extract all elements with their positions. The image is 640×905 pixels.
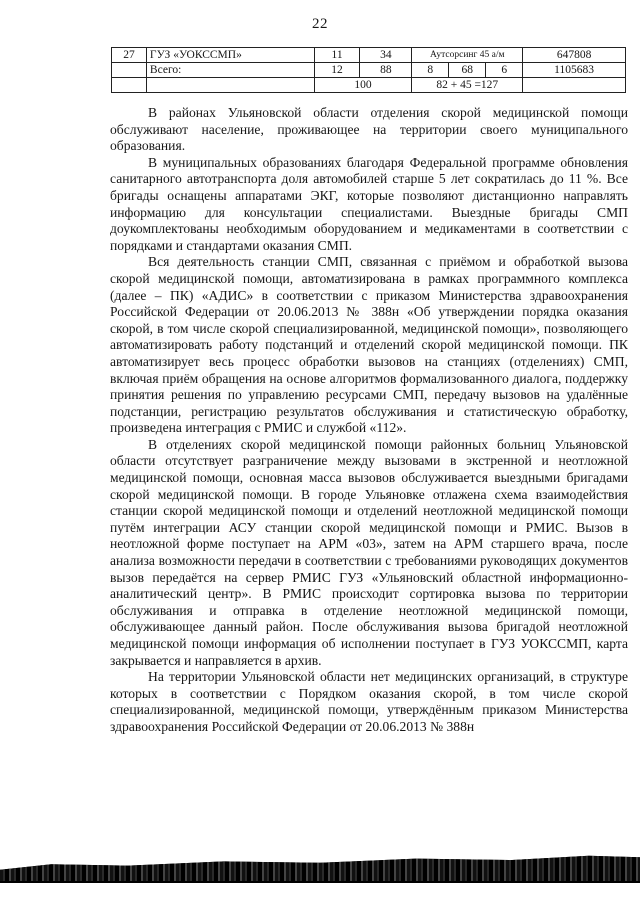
- table-cell: 34: [360, 48, 412, 63]
- table-cell: 27: [112, 48, 147, 63]
- table-row: [112, 48, 626, 63]
- table-cell: 12: [314, 63, 360, 78]
- table-row: [112, 78, 626, 93]
- paragraph: В муниципальных образованиях благодаря Федеральной программе обновления санитарного автотранспорта доля автомобилей старше 5 лет сократилась до 11 %. Все бригады оснащены аппаратами ЭКГ, которые позволяют дистанционно направлять информацию для консультации специалистами. Выездные бригады СМП доукомплектованы необходимым оборудованием и медикаментами в соответствии с порядками и стандартами оказания СМП.: [110, 154, 628, 253]
- paragraph: На территории Ульяновской области нет медицинских организаций, в структуре которых в соответствии с Порядком оказания скорой, в том числе скорой специализированной, медицинской помощи, утверждённым приказом Министерства здравоохранения Российской Федерации от 20.06.2013 № 388н: [110, 669, 628, 734]
- table-cell: [146, 78, 314, 93]
- scan-artifact-line: [0, 881, 640, 883]
- page-number: 22: [312, 16, 328, 32]
- table-cell: 11: [314, 48, 360, 63]
- body-text: [110, 105, 628, 736]
- paragraph: В отделениях скорой медицинской помощи районных больниц Ульяновской области отсутствует разграничение между вызовами в экстренной и неотложной медицинской помощи, основная масса вызовов обслуживается выездными бригадами скорой медицинской помощи. В городе Ульяновке отлажена схема взаимодействия станции скорой медицинской помощи и отделений неотложной медицинской помощи путём интеграции АСУ станции скорой медицинской помощи и РМИС. Вызов в неотложной форме поступает на АРМ «03», затем на АРМ старшего врача, после анализа возможности передачи в соответствии с требованиями руководящих документов вызов передаётся на сервер РМИС ГУЗ «Ульяновский областной информационно-аналитический центр». В РМИС происходит сортировка вызова по территории обслуживания и отправка в отделение неотложной медицинской помощи, обслуживающее данный район. После обслуживания вызова бригадой неотложной медицинской помощи информация об исполнении поступает в ГУЗ УОКССМП, карта закрывается и направляется в архив.: [110, 436, 628, 668]
- paragraph: Вся деятельность станции СМП, связанная с приёмом и обработкой вызова скорой медицинской помощи, автоматизирована в рамках программного комплекса (далее – ПК) «АДИС» в соответствии с приказом Министерства здравоохранения Российской Федерации от 20.06.2013 № 388н «Об утверждении порядка оказания скорой, в том числе скорой специализированной, медицинской помощи», позволяющего автоматизировать работу подстанций и отделений скорой медицинской помощи. ПК автоматизирует весь процесс обработки вызовов на станциях (отделениях) СМП, включая приём обращения на основе алгоритмов формализованного диалога, поддержку принятия решения по управлению ресурсами СМП, передачу вызовов на удалённые подстанции, регистрацию результатов обслуживания и статистическую обработку, произведена интеграция с РМИС и службой «112».: [110, 254, 628, 436]
- table-cell: [112, 78, 147, 93]
- table-cell: [112, 63, 147, 78]
- paragraph: В районах Ульяновской области отделения скорой медицинской помощи обслуживают население, проживающее на территории своего муниципального образования.: [110, 105, 628, 154]
- table-cell: 8: [412, 63, 449, 78]
- table-cell: [523, 78, 626, 93]
- table-cell: 68: [449, 63, 486, 78]
- table-cell: 6: [486, 63, 523, 78]
- table-cell: 647808: [523, 48, 626, 63]
- table-cell: 88: [360, 63, 412, 78]
- table-cell: 1105683: [523, 63, 626, 78]
- table-cell: Аутсорсинг 45 а/м: [412, 48, 523, 63]
- summary-table: [111, 47, 626, 93]
- scan-artifact-band: [0, 853, 640, 881]
- table-cell: Всего:: [146, 63, 314, 78]
- table-row: [112, 63, 626, 78]
- table-cell: 100: [314, 78, 412, 93]
- table-cell: ГУЗ «УОКССМП»: [146, 48, 314, 63]
- table-cell: 82 + 45 =127: [412, 78, 523, 93]
